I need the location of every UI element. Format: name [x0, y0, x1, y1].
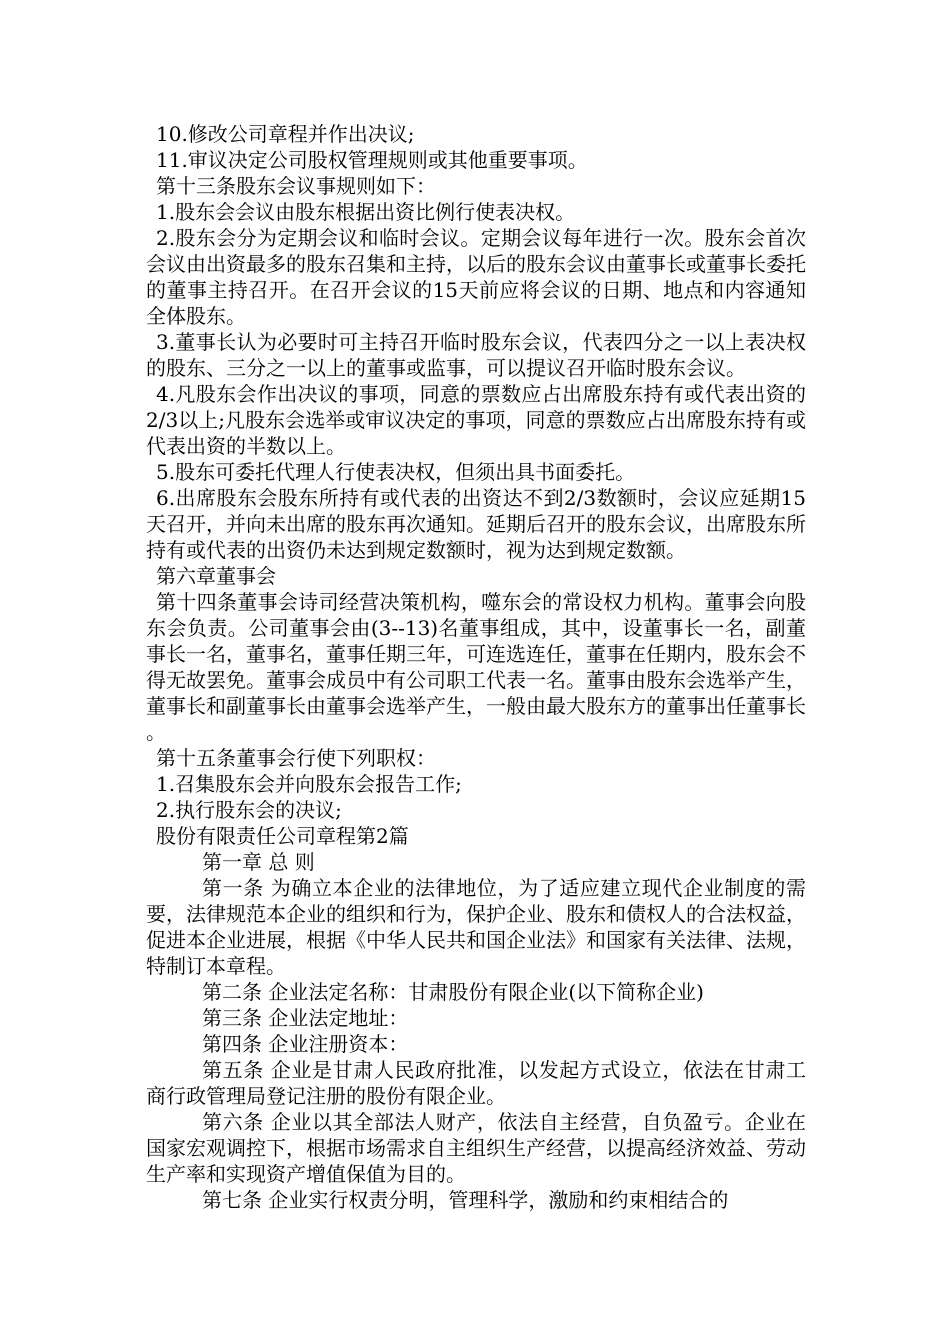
paragraph: 1.召集股东会并向股东会报告工作;: [156, 772, 462, 796]
paragraph: 第四条 企业注册资本：: [202, 1032, 409, 1056]
paragraph: 第二条 企业法定名称：甘肃股份有限企业(以下简称企业): [202, 980, 704, 1004]
paragraph: 4.凡股东会作出决议的事项，同意的票数应占出席股东持有或代表出资的2/3以上;凡股东会选举或审议决定的事项，同意的票数应占出席股东持有或代表出资的半数以上。: [146, 382, 806, 458]
paragraph: 6.出席股东会股东所持有或代表的出资达不到2/3数额时，会议应延期15天召开，并向未出席的股东再次通知。延期后召开的股东会议，出席股东所持有或代表的出资仍未达到规定数额时，视为达到规定数额。: [146, 486, 806, 562]
document-body: [146, 121, 806, 1213]
paragraph: 第三条 企业法定地址：: [202, 1006, 409, 1030]
paragraph: 第六条 企业以其全部法人财产，依法自主经营，自负盈亏。企业在国家宏观调控下，根据市场需求自主组织生产经营，以提高经济效益、劳动生产率和实现资产增值保值为目的。: [146, 1110, 806, 1186]
paragraph: 3.董事长认为必要时可主持召开临时股东会议，代表四分之一以上表决权的股东、三分之一以上的董事或监事，可以提议召开临时股东会议。: [146, 330, 806, 380]
paragraph: 第十四条董事会诗司经营决策机构，噬东会的常设权力机构。董事会向股东会负责。公司董事会由(3--13)名董事组成，其中，设董事长一名，副董事长一名，董事名，董事任期三年，可连选连任，董事在任期内，股东会不得无故罢免。董事会成员中有公司职工代表一名。董事由股东会选举产生，董事长和副董事长由董事会选举产生，一般由最大股东方的董事出任董事长。: [146, 590, 806, 744]
paragraph: 5.股东可委托代理人行使表决权，但须出具书面委托。: [156, 460, 636, 484]
article-heading: 第十三条股东会议事规则如下：: [156, 174, 436, 198]
paragraph: 第一条 为确立本企业的法律地位，为了适应建立现代企业制度的需要，法律规范本企业的组织和行为，保护企业、股东和债权人的合法权益，促进本企业进展，根据《中华人民共和国企业法》和国家有关法律、法规，特制订本章程。: [146, 876, 806, 978]
chapter-heading: 第一章 总 则: [202, 850, 315, 874]
paragraph: 2.执行股东会的决议;: [156, 798, 342, 822]
paragraph: 11.审议决定公司股权管理规则或其他重要事项。: [156, 148, 588, 172]
paragraph: 1.股东会会议由股东根据出资比例行使表决权。: [156, 200, 576, 224]
paragraph: 2.股东会分为定期会议和临时会议。定期会议每年进行一次。股东会首次会议由出资最多的股东召集和主持，以后的股东会议由董事长或董事长委托的董事主持召开。在召开会议的15天前应将会议的日期、地点和内容通知全体股东。: [146, 226, 806, 328]
article-heading: 第十五条董事会行使下列职权：: [156, 746, 436, 770]
paragraph: 第五条 企业是甘肃人民政府批准，以发起方式设立，依法在甘肃工商行政管理局登记注册的股份有限企业。: [146, 1058, 806, 1108]
paragraph: 第七条 企业实行权责分明，管理科学，激励和约束相结合的: [202, 1188, 729, 1212]
paragraph: 10.修改公司章程并作出决议;: [156, 122, 415, 146]
chapter-heading: 第六章董事会: [156, 564, 276, 588]
section-title: 股份有限责任公司章程第2篇: [156, 824, 409, 848]
